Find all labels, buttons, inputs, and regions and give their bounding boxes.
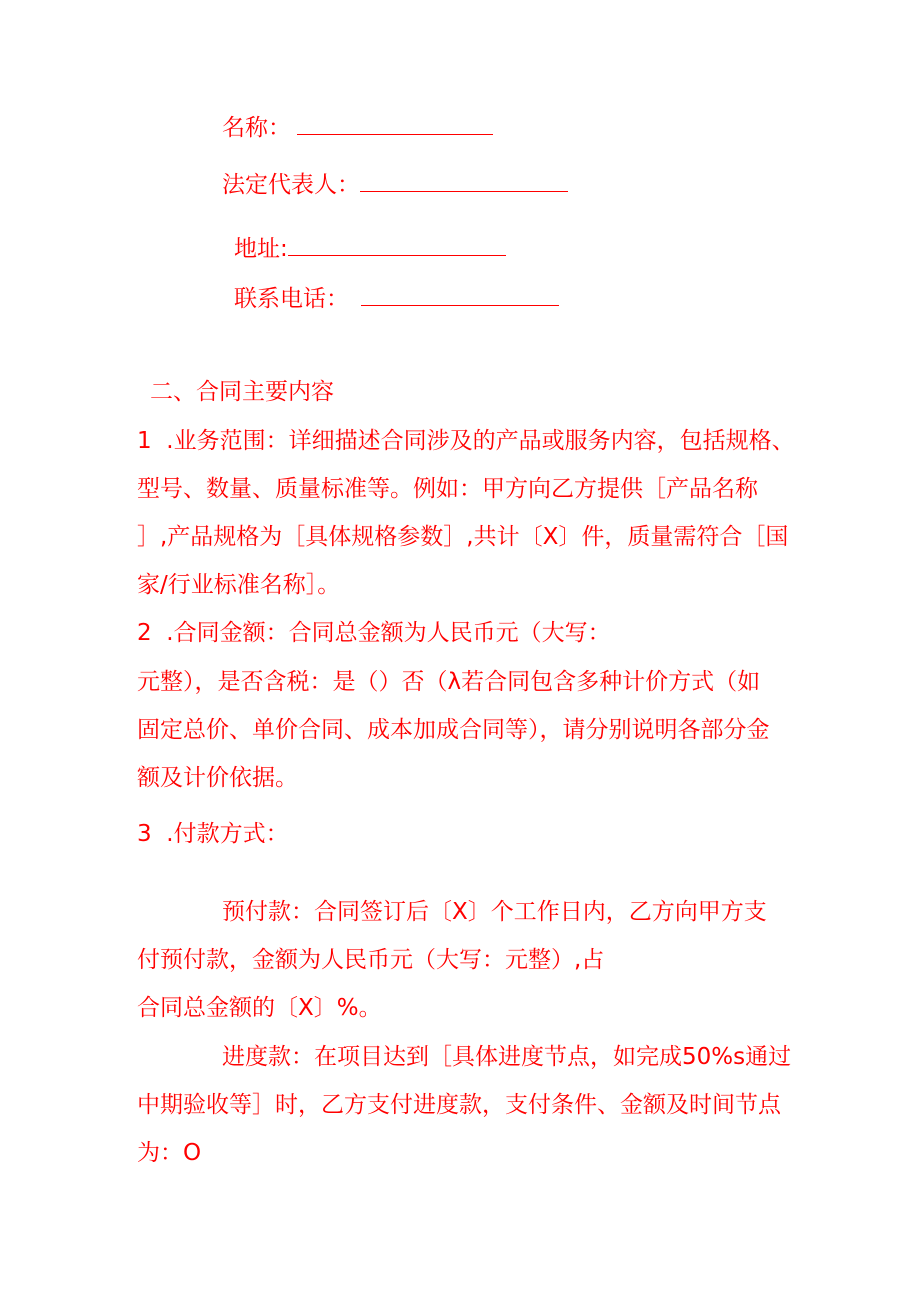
phone-label: 联系电话： (234, 286, 349, 312)
item1-line1: 1 .业务范围：详细描述合同涉及的产品或服务内容，包括规格、 (137, 428, 795, 454)
name-blank (297, 114, 493, 135)
legal-rep-field (222, 170, 568, 200)
item2-line3: 固定总价、单价合同、成本加成合同等），请分别说明各部分金 (137, 717, 770, 743)
item2-line4: 额及计价依据。 (137, 765, 298, 791)
progress-line3: 为：O (137, 1140, 202, 1166)
item2-line2: 元整），是否含税：是（）否（λ若合同包含多种计价方式（如 (137, 669, 761, 695)
phone-field (234, 284, 559, 314)
address-label: 地址: (234, 236, 288, 262)
name-label: 名称： (222, 115, 291, 141)
legal-rep-blank (360, 171, 568, 192)
prepay-line2: 付预付款，金额为人民币元（大写：元整）,占 (137, 947, 605, 973)
phone-blank (361, 285, 559, 306)
legal-rep-label: 法定代表人： (222, 172, 360, 198)
prepay-line3: 合同总金额的〔X〕%。 (137, 995, 382, 1021)
item2-line1: 2 .合同金额：合同总金额为人民币元（大写： (137, 620, 611, 646)
prepay-line1: 预付款：合同签订后〔X〕个工作日内，乙方向甲方支 (222, 899, 767, 925)
progress-line1: 进度款：在项目达到［具体进度节点，如完成50%s通过 (222, 1044, 792, 1070)
address-blank (288, 235, 506, 256)
progress-line2: 中期验收等］时，乙方支付进度款，支付条件、金额及时间节点 (137, 1092, 781, 1118)
item1-line3: ］,产品规格为［具体规格参数］,共计〔X〕件，质量需符合［国 (137, 524, 789, 550)
address-field (234, 234, 506, 264)
section-title: 二、合同主要内容 (150, 379, 334, 405)
item1-line4: 家/行业标准名称］。 (137, 572, 341, 598)
item1-line2: 型号、数量、质量标准等。例如：甲方向乙方提供［产品名称 (137, 476, 758, 502)
item3-heading: 3 .付款方式： (137, 821, 289, 847)
name-field (222, 113, 493, 143)
